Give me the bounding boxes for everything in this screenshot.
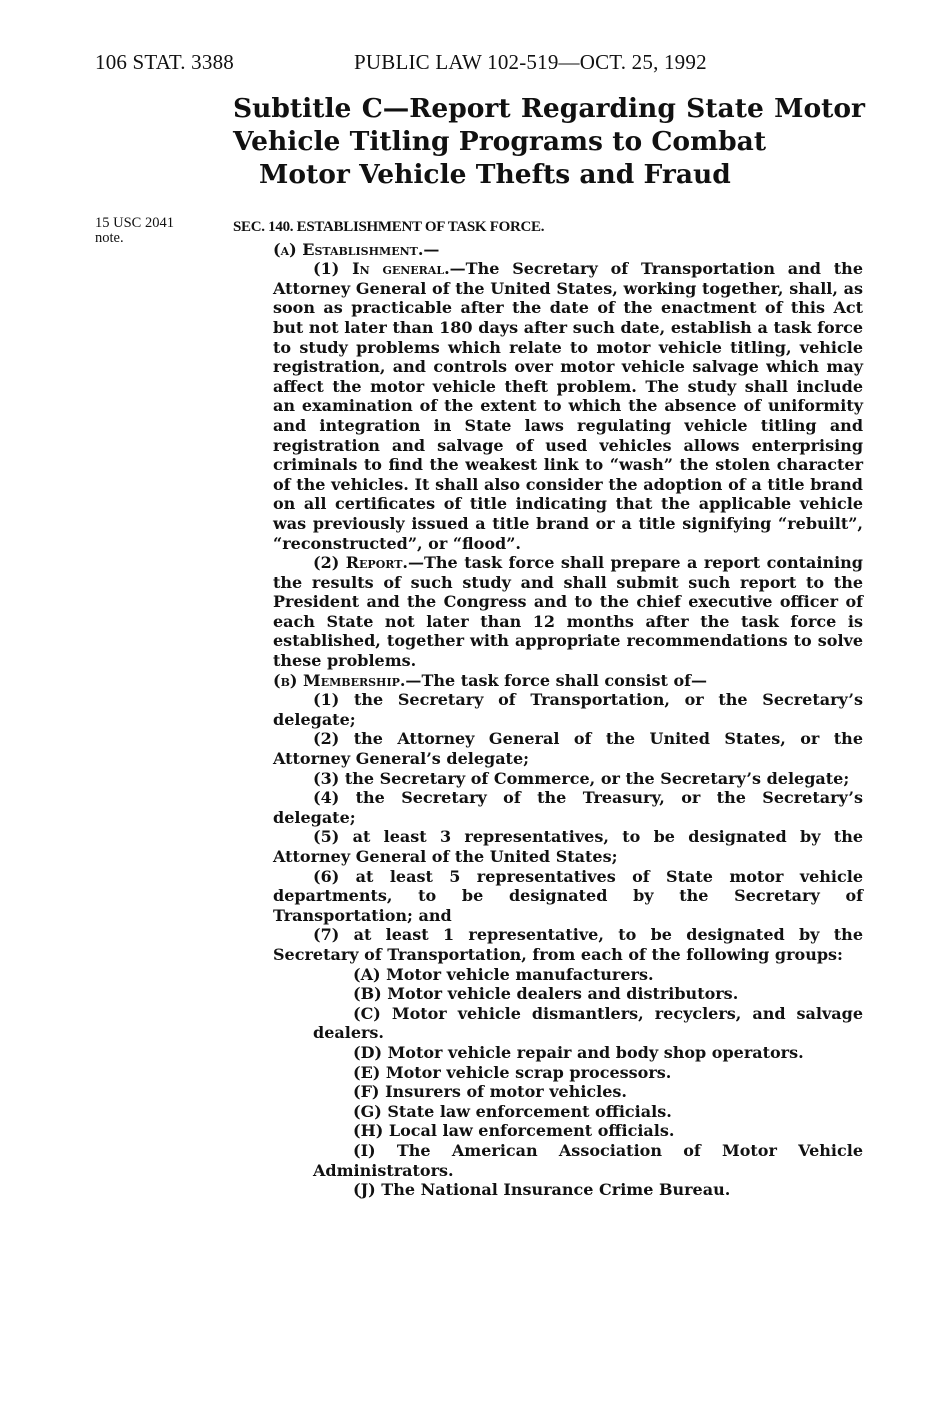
paragraph-a-2: [233, 553, 863, 671]
membership-item: (1) the Secretary of Transportation, or the Secretary’s delegate;: [273, 690, 863, 729]
subsection-b-label: (b) Membership.—: [273, 670, 422, 690]
subtitle-heading: [233, 92, 865, 191]
paragraph-a-1-label: (1) In general.—: [313, 259, 466, 279]
paragraph-a-2-label: (2) Report.—: [313, 553, 424, 573]
margin-note-citation: 15 USC 2041: [95, 215, 174, 231]
paragraph-a-1: [233, 259, 863, 553]
paragraph-a-1-text: The Secretary of Transportation and the Attorney General of the United States, working together, shall, as soon as practicable after the date of the enactment of this Act but not later than 180 days after such date, establish a task force to study problems which relate to motor vehicle titling, vehicle registration, and controls over motor vehicle salvage which may affect the motor vehicle theft problem. The study shall include an examination of the extent to which the absence of uniformity and integration in State laws regulating vehicle titling and registration and salvage of used vehicles allows enterprising criminals to find the weakest link to “wash” the stolen character of the vehicles. It shall also consider the adoption of a title brand on all certificates of title indicating that the applicable vehicle was previously issued a title brand or a title signifying “rebuilt”, “reconstructed”, or “flood”.: [273, 259, 863, 553]
subsection-b-heading: [233, 671, 863, 691]
group-item: (E) Motor vehicle scrap processors.: [353, 1062, 672, 1082]
subtitle-line-2: Motor Vehicle Thefts and Fraud: [259, 159, 731, 190]
subsection-b-text: The task force shall consist of—: [421, 670, 708, 690]
membership-item: (6) at least 5 representatives of State motor vehicle departments, to be designated by the Secretary of Transportation; and: [273, 866, 863, 925]
group-item: (D) Motor vehicle repair and body shop operators.: [353, 1042, 804, 1062]
membership-item: (4) the Secretary of the Treasury, or the Secretary’s delegate;: [273, 788, 863, 827]
margin-note-label: note.: [95, 230, 124, 246]
group-item: (F) Insurers of motor vehicles.: [353, 1082, 627, 1102]
group-item: (H) Local law enforcement officials.: [353, 1121, 675, 1141]
group-item: (B) Motor vehicle dealers and distributors.: [353, 984, 739, 1004]
subsection-a-heading: (a) Establishment.—: [273, 239, 440, 259]
paragraph-a-2-text: The task force shall prepare a report containing the results of such study and shall submit such report to the President and the Congress and to the chief executive officer of each State not later than 12 months after the task force is established, together with appropriate recommendations to solve these problems.: [273, 553, 863, 671]
membership-item: (3) the Secretary of Commerce, or the Secretary’s delegate;: [313, 768, 850, 788]
group-item: (I) The American Association of Motor Vehicle Administrators.: [313, 1140, 863, 1180]
membership-item: (5) at least 3 representatives, to be designated by the Attorney General of the United States;: [273, 827, 863, 866]
membership-item: (7) at least 1 representative, to be designated by the Secretary of Transportation, from each of the following groups:: [273, 925, 863, 964]
page-reference: 106 STAT. 3388: [95, 50, 234, 74]
section-heading: SEC. 140. ESTABLISHMENT OF TASK FORCE.: [233, 219, 545, 235]
law-reference: PUBLIC LAW 102-519—OCT. 25, 1992: [354, 50, 707, 74]
group-item: (C) Motor vehicle dismantlers, recyclers, and salvage dealers.: [313, 1003, 863, 1043]
group-item: (A) Motor vehicle manufacturers.: [353, 964, 654, 984]
membership-item: (2) the Attorney General of the United States, or the Attorney General’s delegate;: [273, 729, 863, 769]
group-item: (G) State law enforcement officials.: [353, 1101, 672, 1121]
group-item: (J) The National Insurance Crime Bureau.: [353, 1180, 731, 1200]
margin-note: [95, 216, 174, 246]
running-header: [0, 50, 949, 80]
section-body: [233, 218, 863, 1200]
subtitle-line-1: Subtitle C—Report Regarding State Motor Vehicle Titling Programs to Combat: [233, 93, 865, 157]
